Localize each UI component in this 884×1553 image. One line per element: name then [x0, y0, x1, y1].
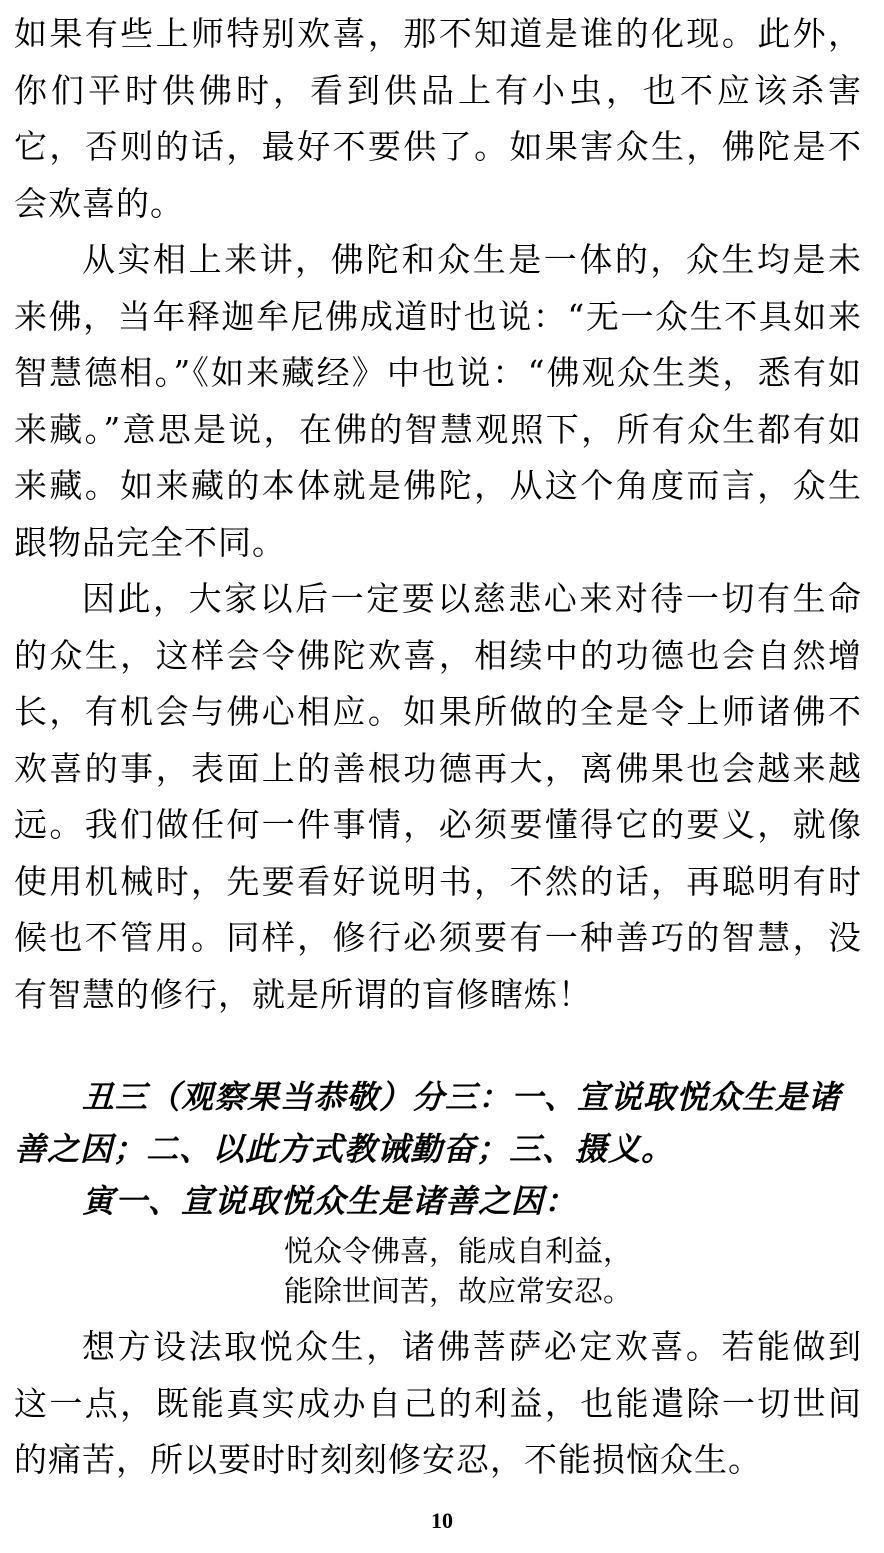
section-gap [14, 1023, 862, 1071]
page-body [14, 6, 862, 1489]
commentary-paragraph: 想方设法取悦众生，诸佛菩萨必定欢喜。若能做到这一点，既能真实成办自己的利益，也能遣除一切世间的痛苦，所以要时时刻刻修安忍，不能损恼众生。 [14, 1327, 862, 1479]
body-paragraph-2: 从实相上来讲，佛陀和众生是一体的，众生均是未来佛，当年释迦牟尼佛成道时也说：“无一众生不具如来智慧德相。”《如来藏经》中也说：“佛观众生类，悉有如来藏。”意思是说，在佛的智慧观照下，所有众生都有如来藏。如来藏的本体就是佛陀，从这个角度而言，众生跟物品完全不同。 [14, 240, 862, 562]
verse-line-1: 悦众令佛喜，能成自利益， [283, 1234, 632, 1268]
page-number: 10 [431, 1508, 453, 1533]
body-paragraph-1: 如果有些上师特别欢喜，那不知道是谁的化现。此外，你们平时供佛时，看到供品上有小虫，也不应该杀害它，否则的话，最好不要供了。如果害众生，佛陀是不会欢喜的。 [14, 14, 862, 223]
verse-line-2: 能除世间苦，故应常安忍。 [283, 1274, 632, 1308]
root-verse [14, 1231, 862, 1311]
outline-heading: 丑三（观察果当恭敬）分三：一、宣说取悦众生是诸善之因；二、以此方式教诫勤奋；三、摄义。 [14, 1078, 842, 1168]
body-paragraph-3: 因此，大家以后一定要以慈悲心来对待一切有生命的众生，这样会令佛陀欢喜，相续中的功德也会自然增长，有机会与佛心相应。如果所做的全是令上师诸佛不欢喜的事，表面上的善根功德再大，离佛果也会越来越远。我们做任何一件事情，必须要懂得它的要义，就像使用机械时，先要看好说明书，不然的话，再聪明有时候也不管用。同样，修行必须要有一种善巧的智慧，没有智慧的修行，就是所谓的盲修瞎炼！ [14, 579, 862, 1014]
outline-subheading: 寅一、宣说取悦众生是诸善之因： [82, 1182, 578, 1220]
